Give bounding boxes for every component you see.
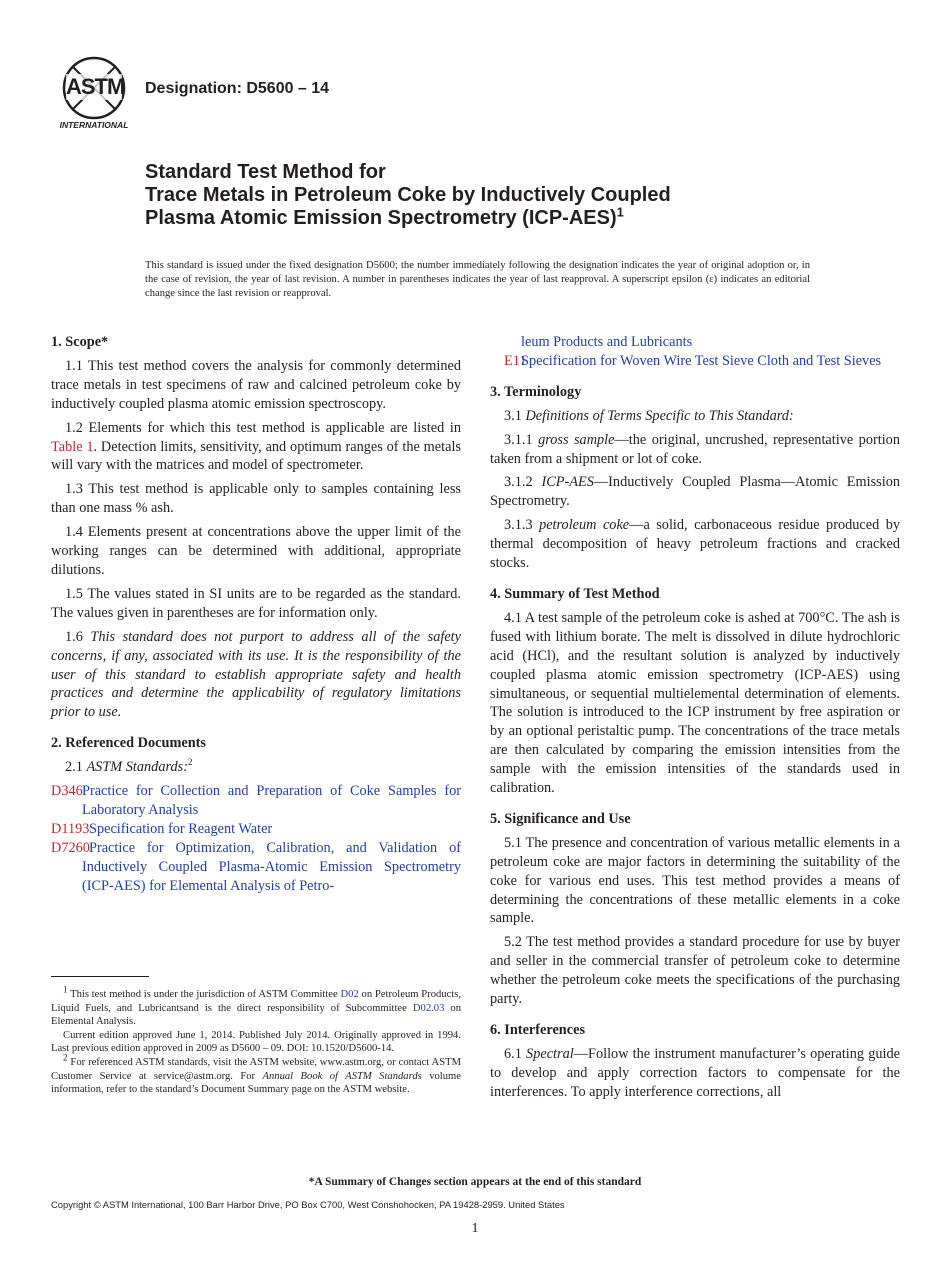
para-6-1-text: —Follow the instrument manufacturer’s operating guide to develop and apply correction factors to compensate for the interferences. To apply interference corrections, all: [490, 1045, 900, 1100]
summary-of-changes-note: *A Summary of Changes section appears at the end of this standard: [308, 1176, 642, 1188]
title-line-3: [145, 204, 865, 230]
term-spectral: Spectral: [526, 1045, 574, 1062]
para-1-5: 1.5 The values stated in SI units are to be regarded as the standard. The values given in parentheses are for information only.: [51, 585, 461, 621]
footnote-1-text-a: This test method is under the jurisdiction of ASTM Committee: [67, 989, 341, 1000]
ref-code[interactable]: E11: [504, 352, 527, 369]
para-3-1-1-number: 3.1.1: [504, 431, 539, 448]
para-1-3: 1.3 This test method is applicable only to samples containing less than one mass % ash.: [51, 481, 461, 517]
footnotes: [51, 984, 461, 1097]
para-2-1-number: 2.1: [65, 759, 87, 776]
footnote-1-text-c: on Elemental Analysis.: [51, 1002, 461, 1028]
ref-title[interactable]: Practice for Optimization, Calibration, and Validation of Inductively Coupled Plasma-Atomic Emission Spectrometry (ICP-AES) for Elemental Analysis of Petro-: [82, 839, 461, 894]
section-heading-significance: 5. Significance and Use: [490, 810, 631, 827]
para-2-1-text: ASTM Standards:: [86, 759, 188, 776]
footnote-2-marker: 2: [188, 757, 193, 768]
footnote-1-edition: Current edition approved June 1, 2014. Published July 2014. Originally approved in 1994. Last previous edition approved in 2009 as D5600 – 09. DOI: 10.1520/D5600-14.: [51, 1029, 461, 1055]
footnote-1-marker: 1: [63, 984, 68, 995]
footnote-2: [51, 1052, 461, 1097]
designation: Designation: D5600 – 14: [145, 80, 330, 97]
logo-subtext: INTERNATIONAL: [59, 120, 129, 130]
copyright: Copyright © ASTM International, 100 Barr Harbor Drive, PO Box C700, West Conshohocken, PA 19428-2959. United States: [51, 1199, 565, 1210]
section-heading-referenced-documents: 2. Referenced Documents: [51, 735, 206, 752]
para-3-1-number: 3.1: [504, 407, 526, 424]
para-1-1: 1.1 This test method covers the analysis for commonly determined trace metals in test specimens of raw and calcined petroleum coke by inductively coupled plasma atomic emission spectroscopy.: [51, 357, 461, 412]
ref-code[interactable]: D346: [51, 783, 83, 800]
para-3-1-2-text: —Inductively Coupled Plasma—Atomic Emission Spectrometry.: [490, 474, 900, 510]
footnote-divider: [51, 976, 149, 977]
para-3-1-2-number: 3.1.2: [504, 474, 542, 491]
para-5-1: 5.1 The presence and concentration of various metallic elements in a petroleum coke are major factors in determining the suitability of the coke for various end uses. This test method provides a means of determining the concentrations of these metallic elements in a coke sample.: [490, 834, 900, 927]
title-footnote-marker: 1: [616, 204, 624, 220]
table-1-link[interactable]: Table 1: [51, 438, 94, 455]
para-1-4: 1.4 Elements present at concentrations above the upper limit of the working ranges can be determined with additional, appropriate dilutions.: [51, 524, 461, 578]
para-3-1-3: [490, 516, 900, 573]
subcommittee-d02-03-link[interactable]: D02.03: [412, 1002, 445, 1014]
ref-item-e11[interactable]: [490, 352, 900, 371]
ref-item-d1193[interactable]: [51, 820, 461, 839]
issued-note: This standard is issued under the fixed designation D5600; the number immediately following the designation indicates the year of original adoption or, in the case of revision, the year of last revision. A number in parentheses indicates the year of last reapproval. A superscript epsilon (ε) indicates an editorial change since the last revision or reapproval.: [145, 260, 810, 299]
section-heading-terminology: 3. Terminology: [490, 383, 582, 400]
footnote-1: [51, 984, 461, 1029]
para-3-1-1: [490, 431, 900, 469]
para-2-1: [51, 758, 461, 777]
ref-code[interactable]: D7260: [51, 839, 90, 856]
para-3-1-1-text: —the original, uncrushed, representative portion taken from a shipment or lot of coke.: [490, 431, 900, 467]
term-icp-aes: ICP-AES: [541, 474, 594, 491]
para-1-6-number: 1.6: [65, 628, 91, 645]
right-column: [490, 333, 900, 1107]
para-4-1: 4.1 A test sample of the petroleum coke is ashed at 700°C. The ash is fused with lithium borate. The melt is dissolved in dilute hydrochloric acid (HCl), and the resultant solution is analyzed by inductively coupled plasma atomic emission spectrometry (ICP-AES) using simultaneous, or sequential multielemental determination of elements. The solution is introduced to the ICP instrument by free aspiration or by an optional peristaltic pump. The concentrations of the trace metals are then calculated by comparing the emission intensities from the sample with the emission intensities of the standards used in calibration.: [490, 609, 900, 797]
ref-title[interactable]: Specification for Reagent Water: [89, 820, 273, 837]
title-line-1: Standard Test Method for: [145, 161, 386, 183]
footnote-2-text-b: volume information, refer to the standard’s Document Summary page on the ASTM website.: [51, 1070, 461, 1096]
term-gross-sample: gross sample: [538, 431, 615, 448]
ref-item-d7260[interactable]: [51, 839, 461, 896]
ref-code[interactable]: D1193: [51, 820, 90, 837]
title-line-2: Trace Metals in Petroleum Coke by Inductively Coupled: [145, 184, 671, 206]
para-3-1: [490, 407, 900, 426]
para-3-1-3-number: 3.1.3: [504, 517, 540, 534]
para-6-1: [490, 1045, 900, 1102]
section-heading-summary: 4. Summary of Test Method: [490, 585, 660, 602]
term-petroleum-coke: petroleum coke: [539, 517, 630, 534]
para-1-2-text-a: 1.2 Elements for which this test method is applicable are listed in: [65, 419, 461, 436]
logo-text: ASTM: [66, 74, 125, 99]
ref-item-d346[interactable]: [51, 782, 461, 820]
page-number: 1: [471, 1221, 479, 1236]
left-column: [51, 333, 461, 895]
astm-logo: [52, 52, 136, 134]
document-title: [145, 161, 865, 230]
committee-d02-link[interactable]: D02: [340, 989, 359, 1000]
footnote-2-marker: 2: [63, 1052, 68, 1063]
footnote-2-text-a: For referenced ASTM standards, visit the ASTM website, www.astm.org, or contact ASTM Customer Service at service@astm.org. For: [51, 1056, 461, 1082]
para-1-2: [51, 419, 461, 476]
para-1-6-text: This standard does not purport to address all of the safety concerns, if any, associated with its use. It is the responsibility of the user of this standard to establish appropriate safety and health practices and determine the applicability of regulatory limitations prior to use.: [51, 628, 461, 721]
footnote-1-text-b: on Petroleum Products, Liquid Fuels, and Lubricantsand is the direct responsibility of Subcommittee: [51, 989, 461, 1014]
para-5-2: 5.2 The test method provides a standard procedure for use by buyer and seller in the commercial transfer of petroleum coke to determine whether the petroleum coke meets the specifications of the purchasing party.: [490, 934, 900, 1008]
title-line-3-text: Plasma Atomic Emission Spectrometry (ICP-AES): [145, 207, 617, 229]
para-3-1-2: [490, 473, 900, 511]
para-6-1-number: 6.1: [504, 1045, 527, 1062]
para-3-1-text: Definitions of Terms Specific to This Standard:: [525, 407, 794, 424]
ref-title[interactable]: Practice for Collection and Preparation of Coke Samples for Laboratory Analysis: [82, 783, 461, 818]
ref-title[interactable]: Specification for Woven Wire Test Sieve Cloth and Test Sieves: [521, 352, 882, 369]
ref-item-d7260-continued[interactable]: leum Products and Lubricants: [521, 334, 693, 350]
section-heading-interferences: 6. Interferences: [490, 1022, 586, 1038]
para-1-2-text-b: . Detection limits, sensitivity, and optimum ranges of the metals will vary with the matrices and model of spectrometer.: [51, 438, 461, 474]
section-heading-scope: 1. Scope*: [51, 334, 109, 350]
footnote-2-italic: Annual Book of ASTM Standards: [262, 1070, 422, 1082]
para-3-1-3-text: —a solid, carbonaceous residue produced by thermal decomposition of heavy petroleum fractions and cracked stocks.: [490, 517, 901, 572]
para-1-6: [51, 628, 461, 723]
